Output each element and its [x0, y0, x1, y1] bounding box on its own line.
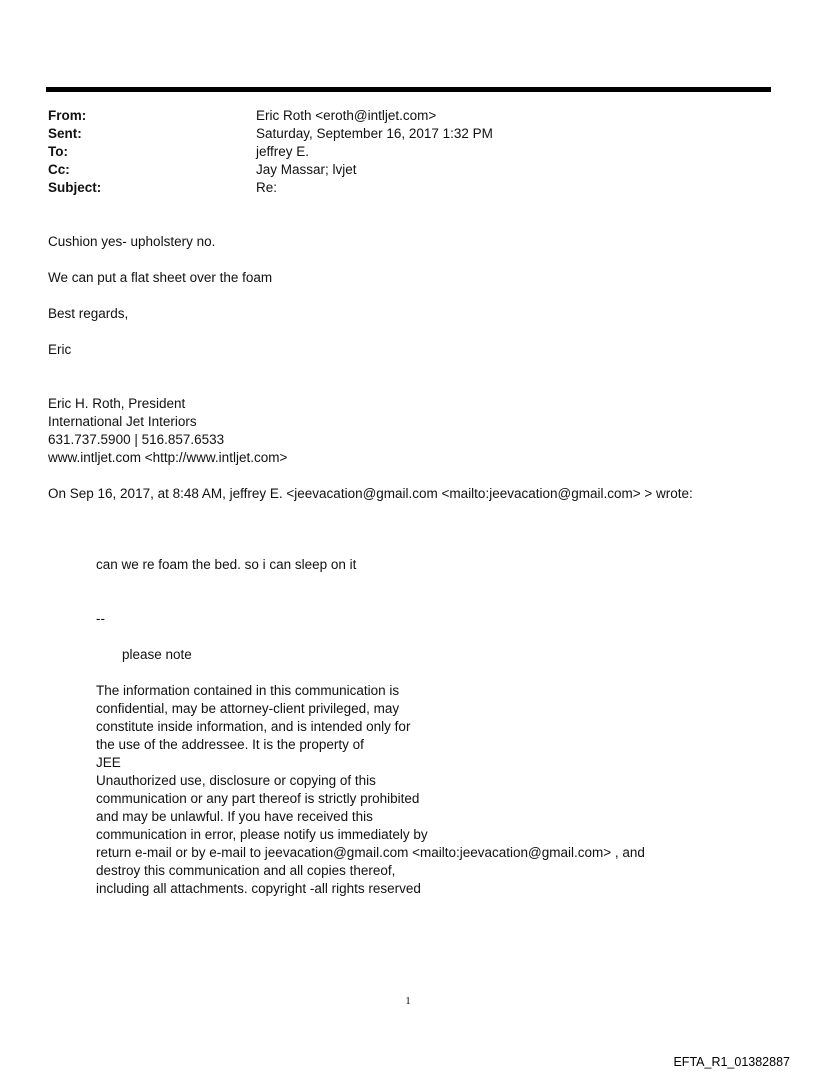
disclaimer-line: destroy this communication and all copies thereof,: [96, 863, 396, 878]
subject-value: Re:: [256, 180, 278, 195]
from-value: Eric Roth <eroth@intljet.com>: [256, 108, 437, 123]
body-line-3: Best regards,: [48, 306, 129, 321]
body-line-2: We can put a flat sheet over the foam: [48, 270, 273, 285]
signature-phones: 631.737.5900 | 516.857.6533: [48, 432, 225, 447]
disclaimer-line: the use of the addressee. It is the property of: [96, 737, 364, 752]
header-rule: [46, 87, 771, 92]
disclaimer-line: JEE: [96, 755, 121, 770]
disclaimer-line: communication in error, please notify us immediately by: [96, 827, 428, 842]
page-number: 1: [405, 995, 411, 1007]
body-line-1: Cushion yes- upholstery no.: [48, 234, 216, 249]
quoted-note: please note: [122, 647, 192, 662]
disclaimer-line: and may be unlawful. If you have received this: [96, 809, 373, 824]
signature-web: www.intljet.com <http://www.intljet.com>: [48, 450, 288, 465]
disclaimer-line: including all attachments. copyright -all rights reserved: [96, 881, 421, 896]
quoted-message: can we re foam the bed. so i can sleep on it: [96, 557, 357, 572]
document-id: EFTA_R1_01382887: [673, 1055, 790, 1069]
subject-label: Subject:: [48, 180, 102, 195]
from-label: From:: [48, 108, 87, 123]
sent-value: Saturday, September 16, 2017 1:32 PM: [256, 126, 493, 141]
disclaimer-line: confidential, may be attorney-client privileged, may: [96, 701, 400, 716]
cc-label: Cc:: [48, 162, 70, 177]
disclaimer-line: The information contained in this communication is: [96, 683, 400, 698]
quoted-separator: --: [96, 611, 105, 626]
signature-name: Eric H. Roth, President: [48, 396, 186, 411]
disclaimer-line: Unauthorized use, disclosure or copying of this: [96, 773, 376, 788]
to-label: To:: [48, 144, 68, 159]
quoted-intro: On Sep 16, 2017, at 8:48 AM, jeffrey E. <jeevacation@gmail.com <mailto:jeevacation@gmail.com> > wrote:: [48, 486, 693, 501]
sent-label: Sent:: [48, 126, 82, 141]
signature-company: International Jet Interiors: [48, 414, 197, 429]
to-value: jeffrey E.: [256, 144, 310, 159]
cc-value: Jay Massar; lvjet: [256, 162, 357, 177]
disclaimer-line: return e-mail or by e-mail to jeevacation@gmail.com <mailto:jeevacation@gmail.com> , and: [96, 845, 645, 860]
body-line-4: Eric: [48, 342, 72, 357]
disclaimer-line: communication or any part thereof is strictly prohibited: [96, 791, 420, 806]
disclaimer-line: constitute inside information, and is intended only for: [96, 719, 411, 734]
